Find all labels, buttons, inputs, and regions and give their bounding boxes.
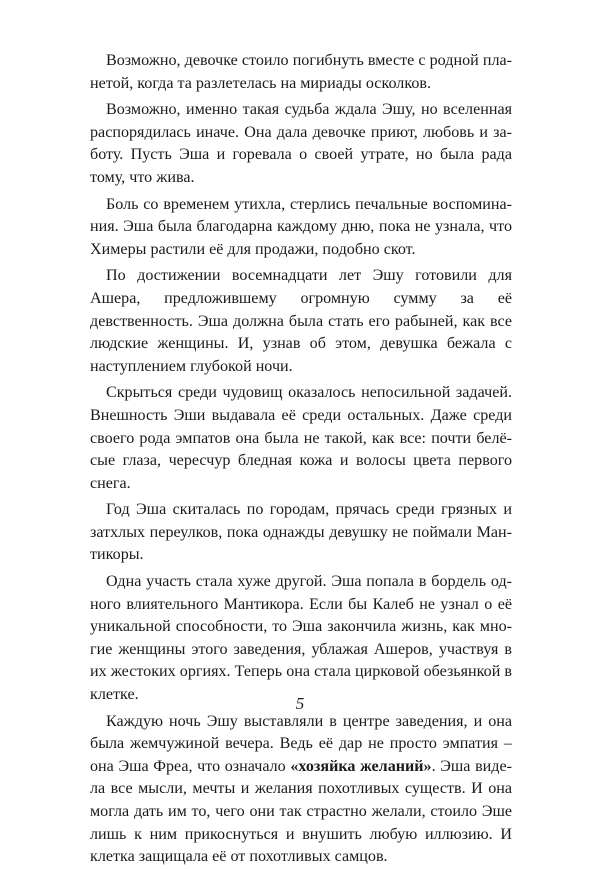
paragraph-1: Возможно, девочке стоило погибнуть вместе с родной планетой, когда та разлетелась на мириады осколков. bbox=[90, 52, 512, 92]
paragraph-4: По достижении восемнадцати лет Эшу готовили для Ашера, предложившему огромную сумму за её девственность. Эша должна была стать его рабыней, как все людские женщины. И, узнав об этом, девушка бежала с наступлением глубокой ночи. bbox=[90, 267, 512, 375]
paragraph-8-start: Каждую ночь Эшу выставляли в центре заведения, и она была жемчужиной вечера. Ведь её дар не просто эмпатия – она Эша Фреа, что означало bbox=[90, 712, 512, 775]
paragraph-5: Скрыться среди чудовищ оказалось непосильной задачей. Внешность Эши выдавала её среди остальных. Даже среди своего рода эмпатов она была не такой, как все: почти белёсые глаза, чересчур бледная кожа и волосы цвета первого снега. bbox=[90, 384, 512, 492]
paragraph-6: Год Эша скиталась по городам, прячась среди грязных и затхлых переулков, пока однажды девушку не поймали Мантикоры. bbox=[90, 501, 512, 564]
paragraph-8-end: . Эша видела все мысли, мечты и желания похотливых существ. И она могла дать им то, чего они так страстно желали, стоило Эше лишь к ним прикоснуться и внушить любую иллюзию. И клетка защищала её от похотливых самцов. bbox=[90, 757, 512, 866]
paragraph-8 bbox=[90, 711, 512, 869]
page-number: 5 bbox=[295, 694, 305, 713]
paragraph-7: Одна участь стала хуже другой. Эша попала в бордель одного влиятельного Мантикора. Если бы Калеб не узнал о её уникальной способности, то Эша закончила жизнь, как многие женщины этого заведения, ублажая Ашеров, участвуя в их жестоких оргиях. Теперь она стала цирковой обезьянкой в клетке. bbox=[90, 573, 512, 704]
paragraph-2: Возможно, именно такая судьба ждала Эшу, но вселенная распорядилась иначе. Она дала девочке приют, любовь и заботу. Пусть Эша и горевала о своей утрате, но была рада тому, что жива. bbox=[90, 101, 512, 186]
body-text bbox=[90, 50, 512, 869]
emphasis-phrase: «хозяйка желаний» bbox=[290, 757, 432, 775]
paragraph-3: Боль со временем утихла, стерлись печальные воспоминания. Эша была благодарна каждому дню, пока не узнала, что Химеры растили её для продажи, подобно скот. bbox=[90, 195, 512, 258]
